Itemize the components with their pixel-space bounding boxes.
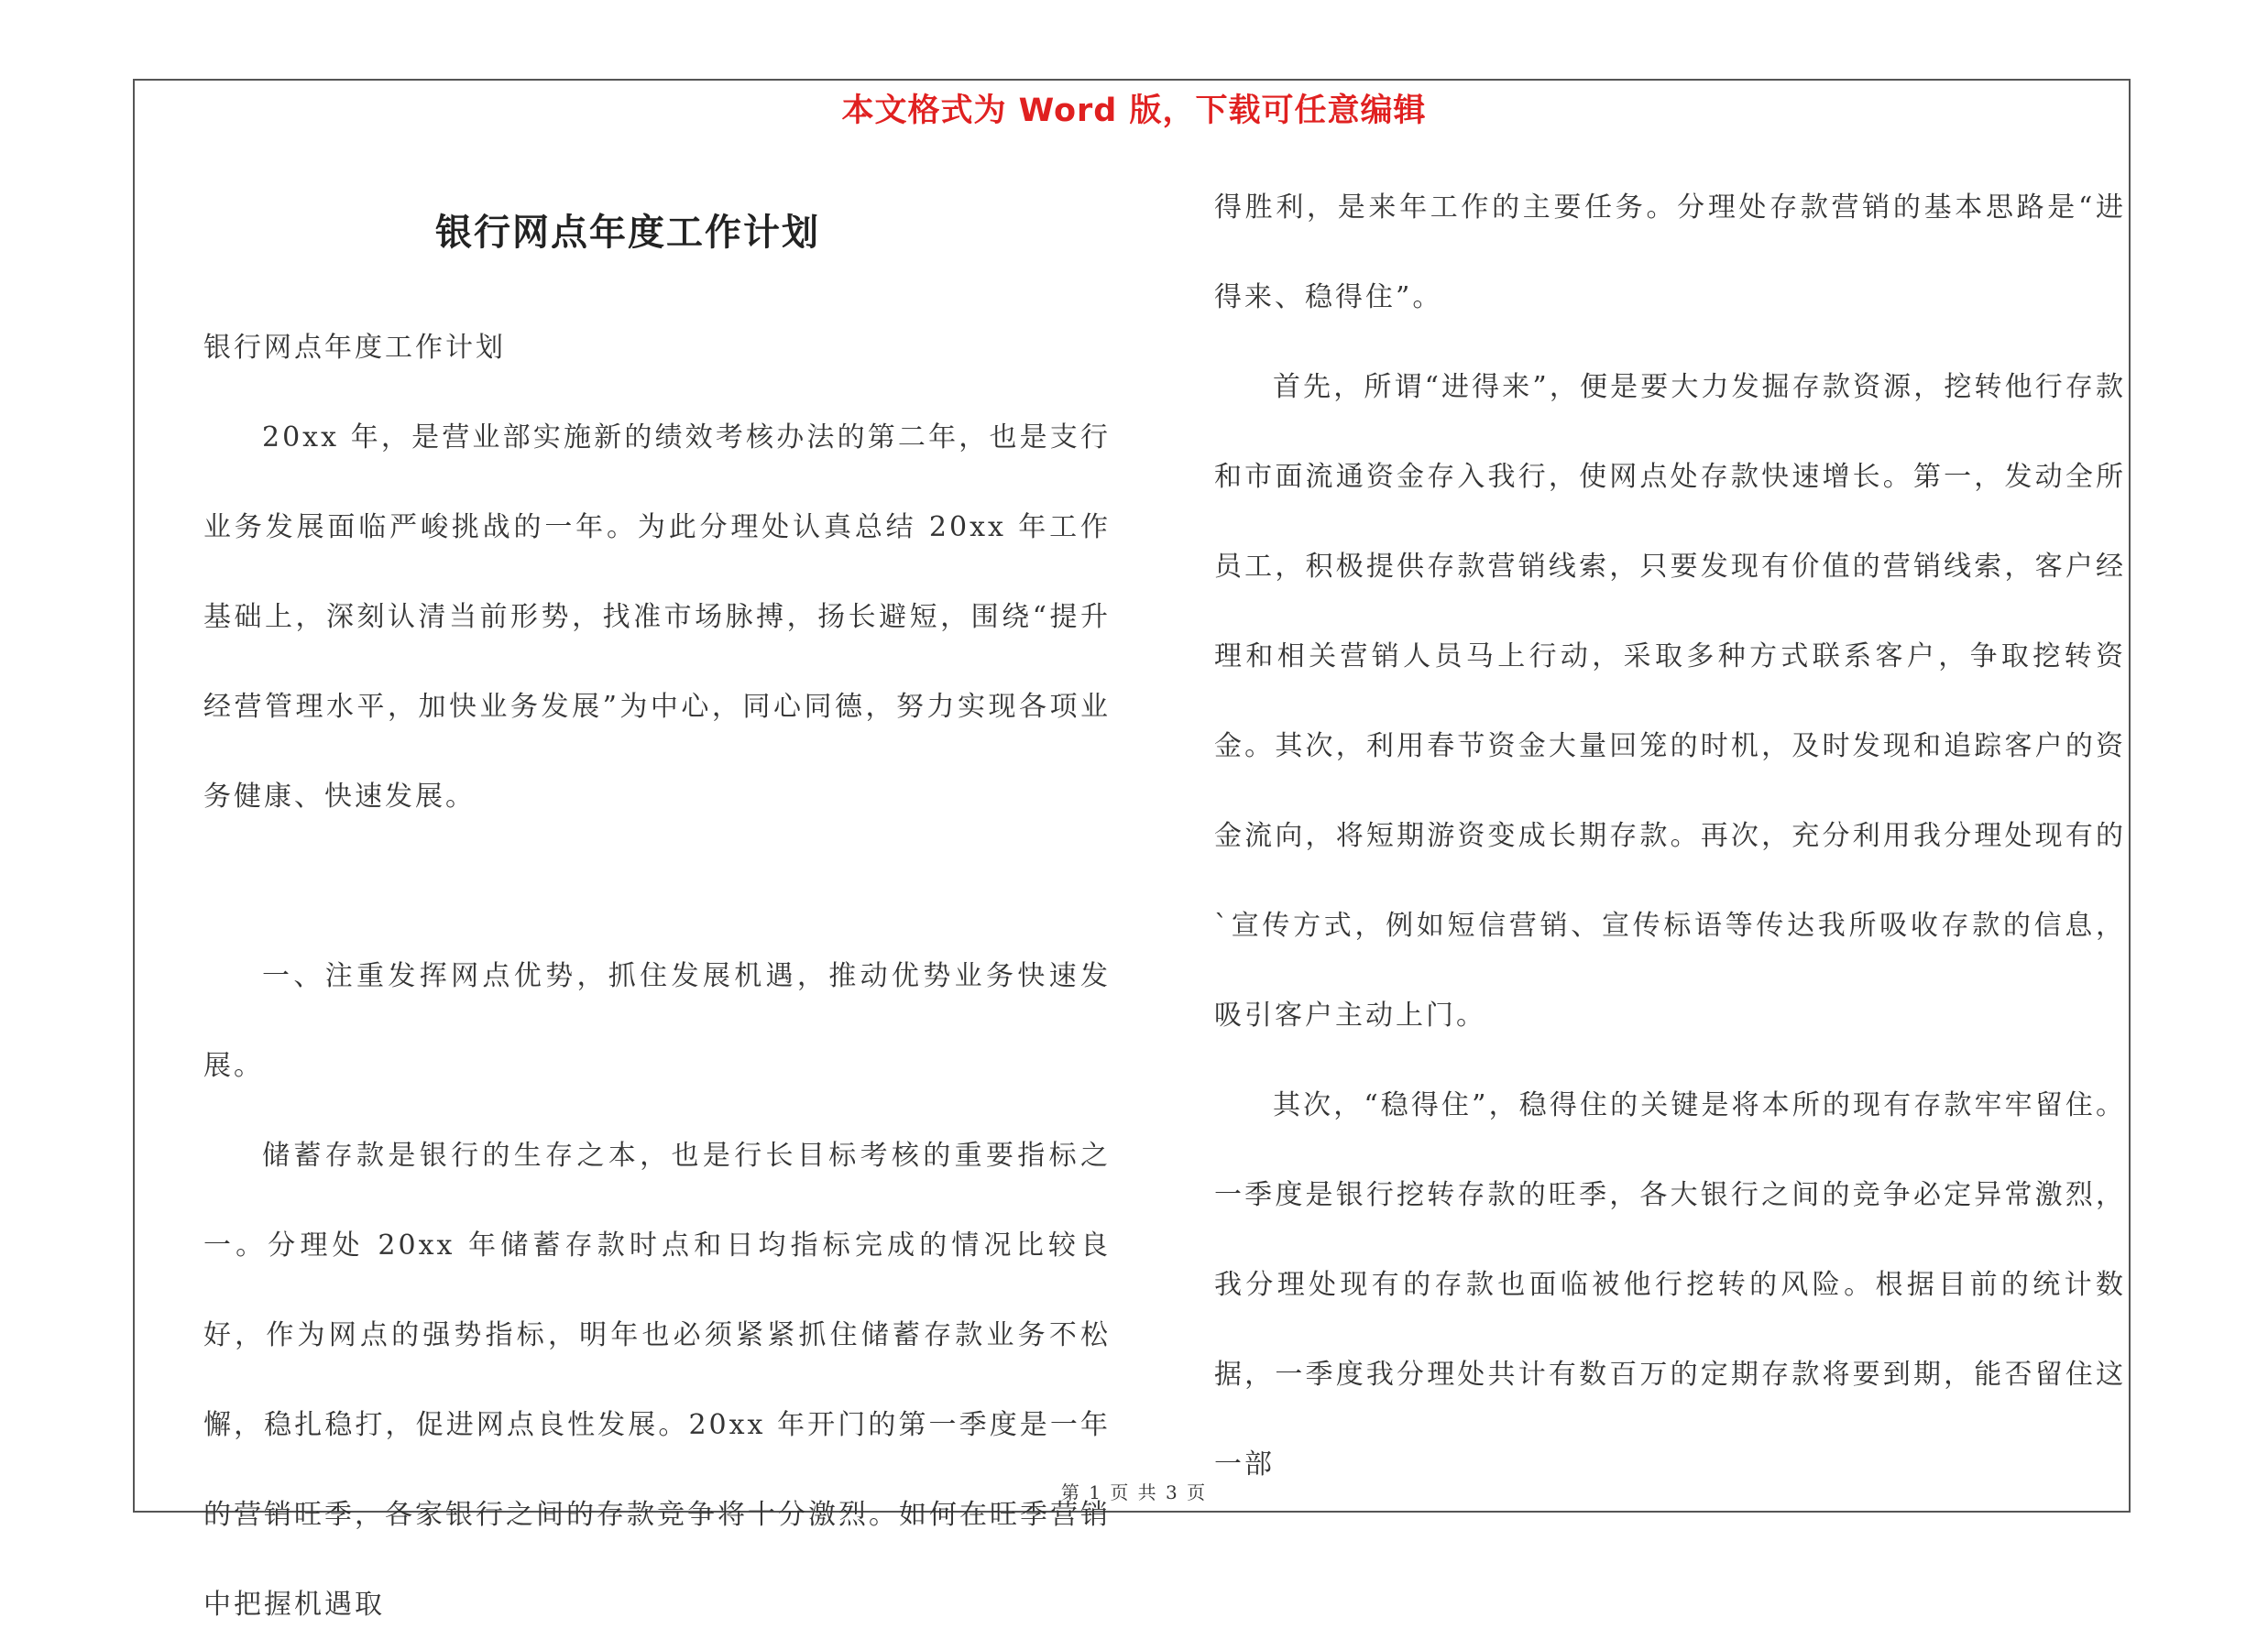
document-title: 银行网点年度工作计划 (435, 212, 820, 254)
left-column (203, 303, 1111, 1650)
continued-paragraph: 得胜利，是来年工作的主要任务。分理处存款营销的基本思路是“进得来、稳得住”。 (1214, 191, 2126, 313)
right-column (1214, 163, 2126, 1510)
retain-deposits-paragraph: 其次，“稳得住”，稳得住的关键是将本所的现有存款牢牢留住。一季度是银行挖转存款的旺季，各大银行之间的竞争必定异常激烈，我分理处现有的存款也面临被他行挖转的风险。根据目前的统计数据，一季度我分理处共计有数百万的定期存款将要到期，能否留住这一部 (1214, 1089, 2126, 1481)
intro-paragraph: 20xx 年，是营业部实施新的绩效考核办法的第二年，也是支行业务发展面临严峻挑战的一年。为此分理处认真总结 20xx 年工作基础上，深刻认清当前形势，找准市场脉搏，扬长避短，围绕“提升经营管理水平，加快业务发展”为中心，同心同德，努力实现各项业务健康、快速发展。 (203, 421, 1111, 813)
paragraph-gap (203, 842, 1111, 932)
document-subtitle: 银行网点年度工作计划 (203, 332, 506, 364)
format-notice-banner: 本文格式为 Word 版，下载可任意编辑 (841, 93, 1427, 129)
page-number: 第 1 页 共 3 页 (1060, 1481, 1208, 1503)
section-heading-1: 一、注重发挥网点优势，抓住发展机遇，推动优势业务快速发展。 (203, 960, 1111, 1082)
savings-paragraph: 储蓄存款是银行的生存之本，也是行长目标考核的重要指标之一。分理处 20xx 年储蓄存款时点和日均指标完成的情况比较良好，作为网点的强势指标，明年也必须紧紧抓住储蓄存款业务不松懈，稳扎稳打，促进网点良性发展。20xx 年开门的第一季度是一年的营销旺季，各家银行之间的存款竞争将十分激烈。如何在旺季营销中把握机遇取 (203, 1140, 1111, 1621)
attract-deposits-paragraph: 首先，所谓“进得来”，便是要大力发掘存款资源，挖转他行存款和市面流通资金存入我行，使网点处存款快速增长。第一，发动全所员工，积极提供存款营销线索，只要发现有价值的营销线索，客户经理和相关营销人员马上行动，采取多种方式联系客户，争取挖转资金。其次，利用春节资金大量回笼的时机，及时发现和追踪客户的资金流向，将短期游资变成长期存款。再次，充分利用我分理处现有的`宣传方式，例如短信营销、宣传标语等传达我所吸收存款的信息，吸引客户主动上门。 (1214, 371, 2126, 1032)
